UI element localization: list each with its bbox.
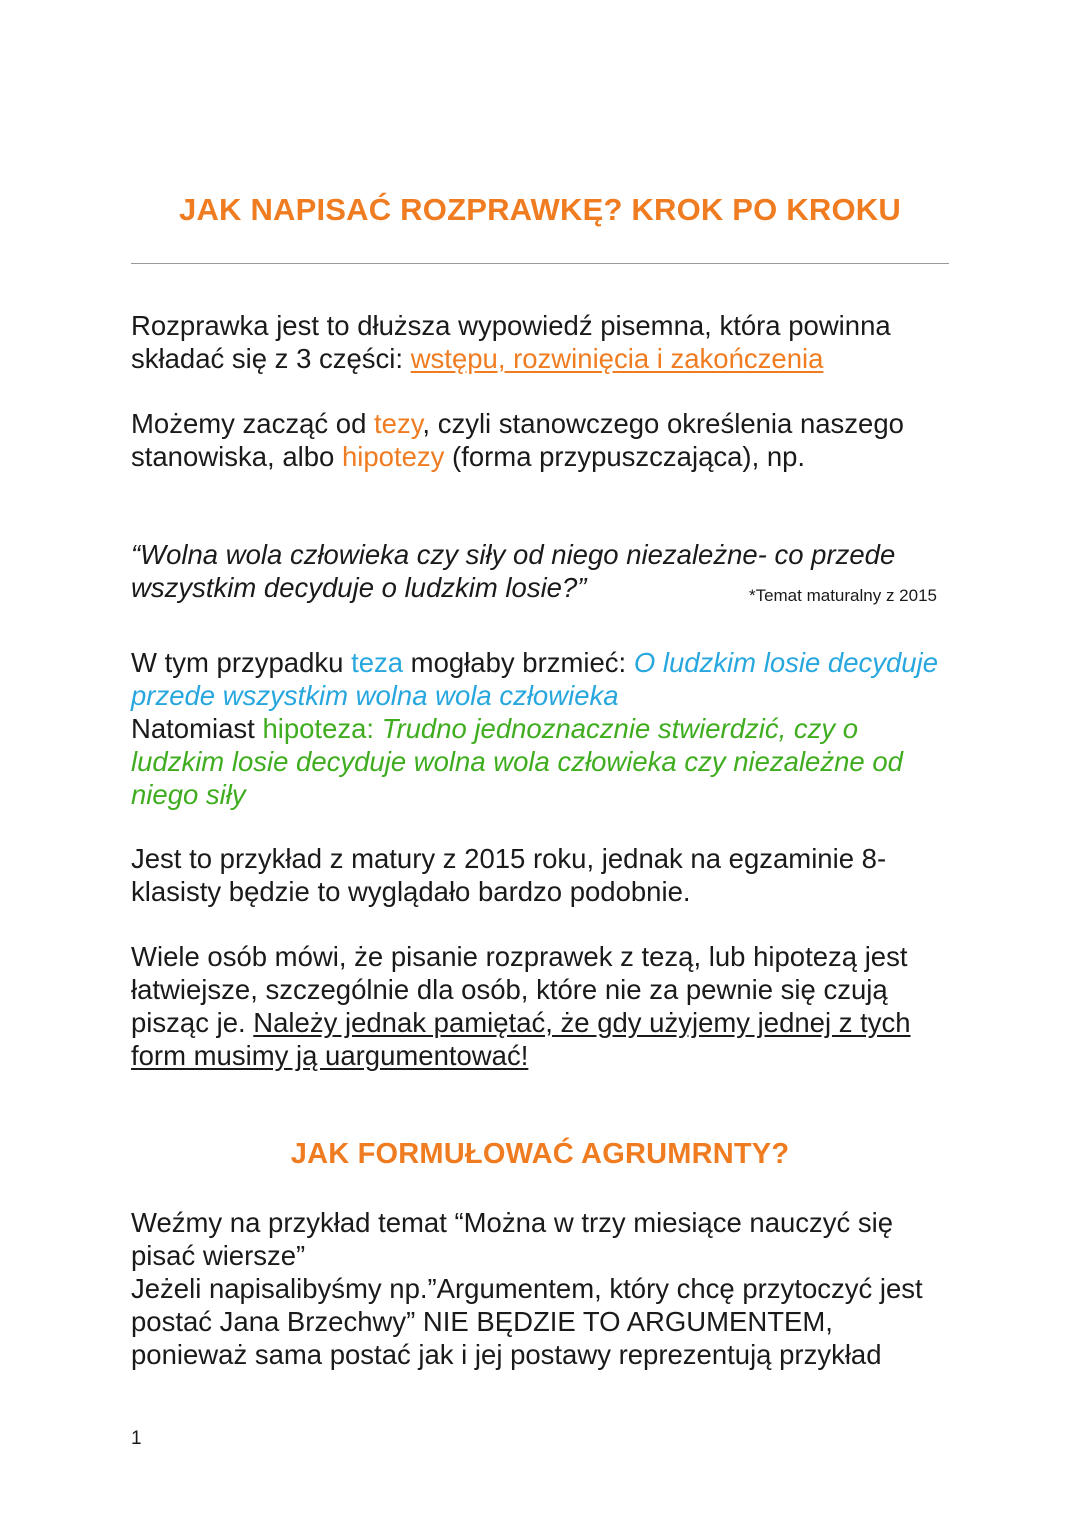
hipotezy-term: hipotezy	[341, 441, 445, 472]
exam-note: *Temat maturalny z 2015	[748, 586, 937, 605]
argument-paragraph	[131, 940, 951, 1072]
thesis-text-2: , czyli stanowczego określenia naszego stanowiska, albo	[131, 408, 904, 472]
argument-warning: Należy jednak pamiętać, że gdy użyjemy jednej z tych form musimy ją uargumentować!	[131, 1007, 911, 1071]
teza-term: teza	[351, 647, 404, 678]
quote-text: “Wolna wola człowieka czy siły od niego niezależne- co przede wszystkim decyduje o ludzkim losie?”	[131, 539, 896, 603]
teza-example: O ludzkim losie decyduje przede wszystkim wolna wola człowieka	[131, 647, 938, 711]
example-text-2: mogłaby brzmieć:	[403, 647, 634, 678]
example-paragraph	[131, 646, 951, 811]
thesis-text-3: (forma przypuszczająca), np.	[444, 441, 806, 472]
thesis-text-1: Możemy zacząć od	[131, 408, 375, 439]
parts-link[interactable]: wstępu, rozwinięcia i zakończenia	[410, 343, 824, 374]
page-number: 1	[131, 1428, 142, 1449]
hipoteza-term: hipoteza:	[262, 713, 375, 744]
example-text-3: Natomiast	[131, 713, 263, 744]
thesis-paragraph	[131, 407, 951, 473]
arguments-paragraph	[131, 1206, 951, 1371]
tezy-term: tezy	[374, 408, 423, 439]
intro-paragraph	[131, 309, 951, 375]
exam-paragraph: Jest to przykład z matury z 2015 roku, jednak na egzaminie 8-klasisty będzie to wyglądało bardzo podobnie.	[131, 843, 887, 907]
intro-text: Rozprawka jest to dłuższa wypowiedź pisemna, która powinna składać się z 3 części:	[131, 310, 891, 374]
arguments-line-2: Jeżeli napisalibyśmy np.”Argumentem, który chcę przytoczyć jest postać Jana Brzechwy” NIE BĘDZIE TO ARGUMENTEM, ponieważ sama postać jak i jej postawy reprezentują przykład	[131, 1273, 923, 1370]
quote-paragraph	[131, 538, 951, 612]
argument-text: Wiele osób mówi, że pisanie rozprawek z tezą, lub hipotezą jest łatwiejsze, szczególnie dla osób, które nie za pewnie się czują pisząc je.	[131, 941, 908, 1038]
hipoteza-example: Trudno jednoznacznie stwierdzić, czy o ludzkim losie decyduje wolna wola człowieka czy niezależne od niego siły	[131, 713, 903, 810]
section-heading: JAK FORMUŁOWAĆ AGRUMRNTY?	[290, 1138, 790, 1170]
page-title: JAK NAPISAĆ ROZPRAWKĘ? KROK PO KROKU	[179, 192, 901, 227]
arguments-line-1: Weźmy na przykład temat “Można w trzy miesiące nauczyć się pisać wiersze”	[131, 1207, 894, 1271]
example-text-1: W tym przypadku	[131, 647, 352, 678]
title-divider	[131, 263, 949, 264]
